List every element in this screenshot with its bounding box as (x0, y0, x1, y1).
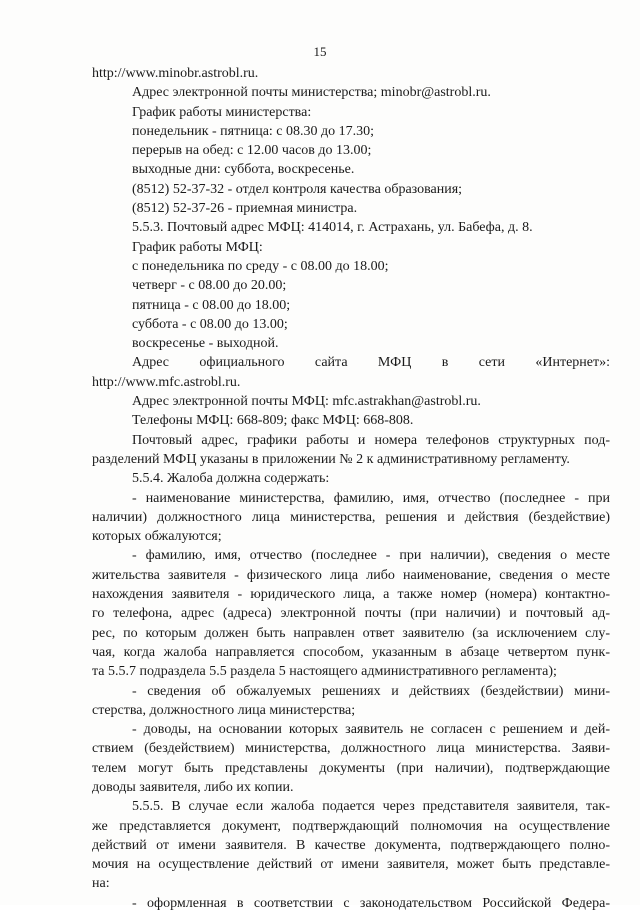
text-line: мочия на осуществление действий от имени заявителя, может быть представле- (92, 857, 610, 873)
text-line: с понедельника по среду - с 08.00 до 18.00; (132, 258, 389, 274)
text-line: которых обжалуются; (92, 529, 222, 545)
text-line: Телефоны МФЦ: 668-809; факс МФЦ: 668-808. (132, 413, 414, 429)
text-line: - оформленная в соответствии с законодательством Российской Федера- (132, 895, 610, 911)
text-line: выходные дни: суббота, воскресенье. (132, 162, 355, 178)
text-line: - наименование министерства, фамилию, имя, отчество (последнее - при (132, 490, 610, 506)
text-line: http://www.mfc.astrobl.ru. (92, 374, 241, 390)
text-line: (8512) 52-37-32 - отдел контроля качества образования; (132, 181, 463, 197)
text-line: перерыв на обед: с 12.00 часов до 13.00; (132, 143, 372, 159)
text-line: понедельник - пятница: с 08.30 до 17.30; (132, 123, 375, 139)
text-line: стерства, должностного лица министерства; (92, 702, 356, 718)
text-line: ствием (бездействием) министерства, должностного лица министерства. Заяви- (92, 741, 610, 757)
text-line: наличии) должностного лица министерства, решения и действия (бездействие) (92, 509, 610, 525)
text-line: рес, по которым должен быть направлен ответ заявителю (за исключением слу- (92, 625, 610, 641)
text-line: 5.5.5. В случае если жалоба подается через представителя заявителя, так- (132, 799, 610, 815)
text-line: пятница - с 08.00 до 18.00; (132, 297, 291, 313)
text-line: Адрес электронной почты министерства; minobr@astrobl.ru. (132, 85, 491, 101)
text-line: 5.5.4. Жалоба должна содержать: (132, 471, 330, 487)
page-number: 15 (313, 44, 327, 59)
text-line: же представляется документ, подтверждающий полномочия на осуществление (92, 818, 610, 834)
text-line: График работы МФЦ: (132, 239, 263, 255)
document-body (92, 64, 610, 913)
text-line: разделений МФЦ указаны в приложении № 2 к административному регламенту. (92, 451, 570, 467)
text-line: Почтовый адрес, графики работы и номера телефонов структурных под- (132, 432, 610, 448)
text-line: воскресенье - выходной. (132, 336, 279, 352)
text-line: Адрес официального сайта МФЦ в сети «Интернет»: (132, 355, 610, 371)
text-line: - доводы, на основании которых заявитель не согласен с решением и дей- (132, 722, 610, 738)
text-line: та 5.5.7 подраздела 5.5 раздела 5 настоящего административного регламента); (92, 664, 557, 680)
text-line: суббота - с 08.00 до 13.00; (132, 316, 288, 332)
text-line: нахождения заявителя - юридического лица, а также номер (номера) контактно- (92, 587, 610, 603)
text-line: действий от имени заявителя. В качестве документа, подтверждающего полно- (92, 837, 610, 853)
text-line: го телефона, адрес (адреса) электронной почты (при наличии) и почтовый ад- (92, 606, 610, 622)
text-line: http://www.minobr.astrobl.ru. (92, 66, 259, 81)
text-line: телем могут быть представлены документы (при наличии), подтверждающие (92, 760, 610, 776)
text-line: - сведения об обжалуемых решениях и действиях (бездействии) мини- (132, 683, 610, 699)
text-line: чая, когда жалоба направляется способом, указанным в абзаце четвертом пунк- (92, 644, 610, 660)
text-line: Адрес электронной почты МФЦ: mfc.astrakhan@astrobl.ru. (132, 394, 481, 410)
text-line: жительства заявителя - физического лица либо наименование, сведения о месте (92, 567, 610, 583)
text-line: График работы министерства: (132, 104, 312, 120)
text-line: - фамилию, имя, отчество (последнее - при наличии), сведения о месте (132, 548, 610, 564)
text-line: на: (92, 876, 110, 892)
text-line: 5.5.3. Почтовый адрес МФЦ: 414014, г. Астрахань, ул. Бабефа, д. 8. (132, 220, 533, 236)
text-line: доводы заявителя, либо их копии. (92, 779, 294, 795)
text-line: четверг - с 08.00 до 20.00; (132, 278, 287, 294)
text-line: (8512) 52-37-26 - приемная министра. (132, 201, 358, 217)
